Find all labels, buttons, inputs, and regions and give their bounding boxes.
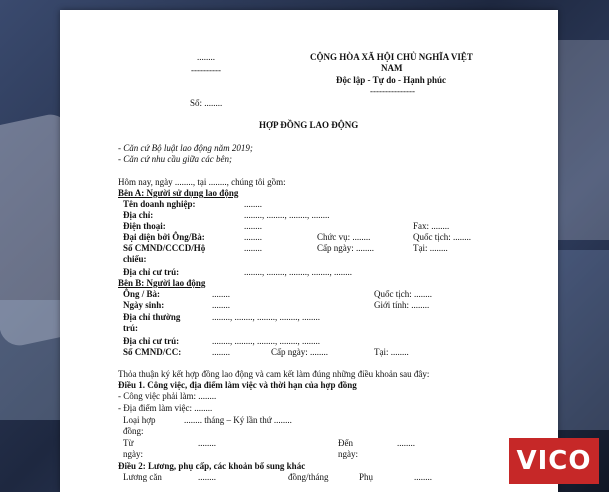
salary-unit: đồng/tháng (288, 472, 329, 482)
party-b-id-label: Số CMND/CC: (123, 347, 182, 357)
party-b-issue-date: Cấp ngày: ........ (271, 347, 328, 357)
party-b-nationality: Quốc tịch: ........ (374, 289, 432, 299)
header-left-dash: ---------- (191, 65, 221, 75)
contract-document (60, 10, 558, 492)
allowance-label: Phụ (359, 472, 374, 482)
header-left-dots: ........ (197, 52, 215, 62)
party-b-gender: Giới tính: ........ (374, 300, 430, 310)
party-a-id-label-1: Số CMND/CCCD/Hộ (123, 243, 206, 253)
party-b-perm-label-2: trú: (123, 323, 138, 333)
party-a-issue-place: Tại: ........ (413, 243, 448, 253)
nation-title-line2: NAM (381, 63, 403, 73)
party-a-nationality: Quốc tịch: ........ (413, 232, 471, 242)
article-2-heading: Điều 2: Lương, phụ cấp, các khoản bổ sung khác (118, 461, 306, 471)
party-b-perm-value: ........, ........, ........, ........, ........ (212, 312, 320, 322)
salary-label: Lương căn (123, 472, 162, 482)
end-date-label-2: ngày: (338, 449, 358, 459)
document-number: Số: ........ (190, 98, 223, 108)
article-1-place: - Địa điểm làm việc: ........ (118, 403, 213, 413)
party-a-heading: Bên A: Người sử dụng lao động (118, 188, 239, 198)
national-motto: Độc lập - Tự do - Hạnh phúc (336, 75, 447, 85)
party-a-id-value: ........ (244, 243, 262, 253)
party-a-phone-value: ........ (244, 221, 262, 231)
allowance-value: ........ (414, 472, 432, 482)
party-a-residence-value: ........, ........, ........, ........, ........ (244, 267, 352, 277)
party-a-id-label-2: chiếu: (123, 254, 147, 264)
background-shape (554, 250, 609, 430)
contract-type-label-2: đồng: (123, 426, 144, 436)
party-b-name-value: ........ (212, 289, 230, 299)
party-b-residence-label: Địa chỉ cư trú: (123, 336, 180, 346)
party-a-company-label: Tên doanh nghiệp: (123, 199, 196, 209)
legal-basis-1: - Căn cứ Bộ luật lao động năm 2019; (118, 143, 253, 153)
article-1-heading: Điều 1. Công việc, địa điểm làm việc và thời hạn của hợp đồng (118, 380, 357, 390)
start-date-value: ........ (198, 438, 216, 448)
document-title: HỢP ĐỒNG LAO ĐỘNG (259, 120, 359, 130)
party-a-position: Chức vụ: ........ (317, 232, 371, 242)
start-date-label-2: ngày: (123, 449, 143, 459)
party-a-company-value: ........ (244, 199, 262, 209)
party-b-issue-place: Tại: ........ (374, 347, 409, 357)
party-b-perm-label-1: Địa chỉ thường (123, 312, 181, 322)
start-date-label-1: Từ (123, 438, 134, 448)
party-a-address-value: ........, ........, ........, ........ (244, 210, 330, 220)
contract-type-label-1: Loại hợp (123, 415, 156, 425)
party-a-fax: Fax: ........ (413, 221, 450, 231)
party-a-residence-label: Địa chỉ cư trú: (123, 267, 180, 277)
party-b-heading: Bên B: Người lao động (118, 278, 206, 288)
party-b-dob-label: Ngày sinh: (123, 300, 165, 310)
nation-title-line1: CỘNG HÒA XÃ HỘI CHỦ NGHĨA VIỆT (310, 52, 473, 62)
party-b-name-label: Ông / Bà: (123, 289, 161, 299)
motto-dash: --------------- (370, 86, 415, 96)
vico-logo: VICO (509, 438, 599, 484)
party-a-issue-date: Cấp ngày: ........ (317, 243, 374, 253)
party-a-phone-label: Điện thoại: (123, 221, 166, 231)
party-a-rep-label: Đại diện bởi Ông/Bà: (123, 232, 205, 242)
party-b-dob-value: ........ (212, 300, 230, 310)
end-date-label-1: Đến (338, 438, 353, 448)
article-1-job: - Công việc phải làm: ........ (118, 391, 217, 401)
intro-line: Hôm nay, ngày ........, tại ........, chúng tôi gồm: (118, 177, 286, 187)
contract-type-value: ........ tháng – Ký lần thứ ........ (184, 415, 292, 425)
legal-basis-2: - Căn cứ nhu cầu giữa các bên; (118, 154, 233, 164)
end-date-value: ........ (397, 438, 415, 448)
party-a-rep-value: ........ (244, 232, 262, 242)
party-b-id-value: ........ (212, 347, 230, 357)
party-a-address-label: Địa chỉ: (123, 210, 154, 220)
agreement-line: Thỏa thuận ký kết hợp đồng lao động và cam kết làm đúng những điều khoản sau đây: (118, 369, 430, 379)
party-b-residence-value: ........, ........, ........, ........, ........ (212, 336, 320, 346)
background-shape (549, 40, 609, 240)
salary-value: ........ (198, 472, 216, 482)
